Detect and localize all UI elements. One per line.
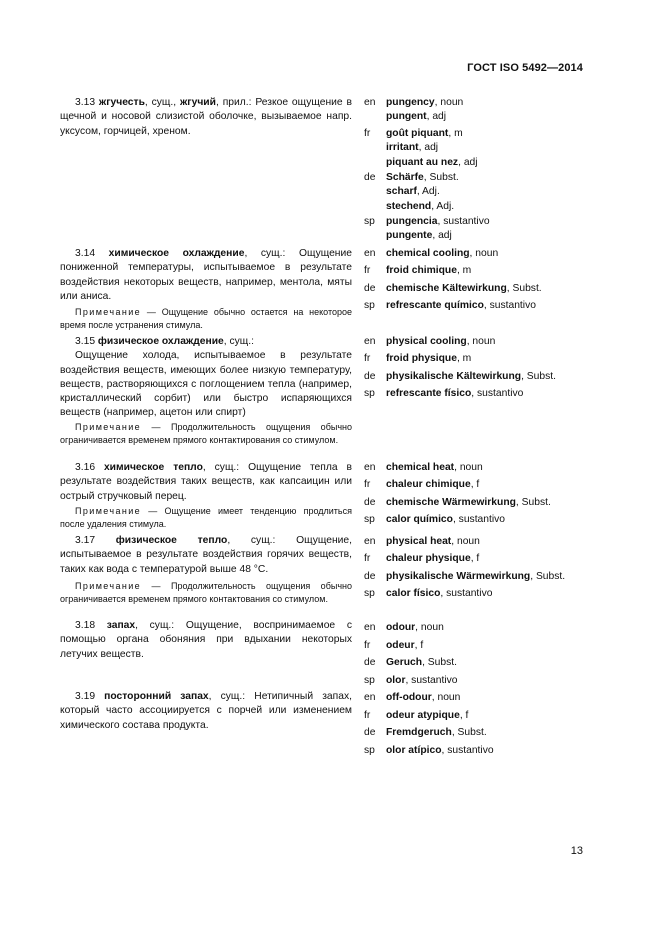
language-code: en (364, 622, 376, 633)
language-code: en (364, 97, 376, 108)
entry-number: 3.17 (75, 535, 96, 546)
language-code: fr (364, 710, 371, 721)
translation-de (364, 282, 542, 296)
note-label: Примечание (75, 307, 142, 317)
entry-number: 3.13 (75, 97, 96, 108)
translation-term: pungente, adj (386, 230, 452, 242)
language-code: sp (364, 388, 375, 399)
entry-3-15: 3.15 физическое охлаждение, сущ.: Ощущение холода, испытываемое в результате воздействия веществ, имеющих более низкую температуру, веществ, растворяющихся с поглощением тепла (например, кристаллический сорбит) или быстро испаряющихся веществ (например, ацетон или спирт) (60, 335, 352, 421)
translation-term: chemical cooling, noun (386, 248, 499, 259)
translation-term: physical heat, noun (386, 536, 480, 547)
entry-number: 3.15 (75, 336, 96, 347)
entry-term: запах (106, 620, 136, 631)
translation-sp (364, 299, 536, 313)
translation-en (364, 535, 480, 549)
entry-definition: Ощущение тепла в результате воздействия таких веществ, как капсаицин или острый стручковый перец. (60, 462, 352, 502)
translation-term: Geruch, Subst. (386, 657, 457, 668)
translation-de (364, 370, 556, 384)
entry-definition: Ощущение, воспринимаемое с помощью органа обоняния при вдыхании некоторых летучих веществ. (60, 620, 352, 660)
note-3-16: Примечание — Ощущение имеет тенденцию продлиться после удаления стимула. (60, 506, 352, 529)
translation-term: chemische Wärmewirkung, Subst. (386, 497, 551, 508)
translation-term: pungencia, sustantivo (386, 216, 490, 227)
translation-term: stechend, Adj. (386, 200, 455, 212)
translation-fr (364, 478, 479, 492)
entry-3-17: 3.17 физическое тепло, сущ.: Ощущение, испытываемое в результате воздействия горячих веществ, таких как вода с температурой выше 48 °С. (60, 535, 352, 575)
language-code: fr (364, 128, 371, 139)
translation-fr (364, 264, 471, 278)
entry-term: физическое охлаждение (97, 336, 224, 347)
entry-3-13: 3.13 жгучесть, сущ., жгучий, прил.: Резкое ощущение в щечной и носовой слизистой оболочке, вызываемое напр. уксусом, горчицей, хреном. (60, 97, 352, 137)
translation-term: froid chimique, m (386, 265, 472, 276)
note-text: Ощущение имеет тенденцию продлиться после удаления стимула. (60, 506, 352, 529)
language-code: de (364, 727, 376, 738)
language-code: sp (364, 216, 375, 227)
translation-term: odeur, f (386, 640, 424, 651)
note-3-15: Примечание — Продолжительность ощущения обычно ограничивается временем прямого контактирования со стимулом. (60, 422, 352, 445)
translation-term: chaleur chimique, f (386, 479, 480, 490)
entry-term-adj: жгучий (180, 97, 216, 108)
translation-de (364, 570, 565, 584)
translation-term: irritant, adj (386, 142, 439, 154)
entry-definition: Ощущение пониженной температуры, испытываемое в результате воздействия некоторых веществ, например, ментола, мяты или аниса. (60, 248, 352, 302)
translation-sp (364, 215, 490, 244)
translation-en (364, 461, 483, 475)
translation-term: olor atípico, sustantivo (386, 745, 494, 756)
translation-term: calor físico, sustantivo (386, 588, 493, 599)
translation-term: Fremdgeruch, Subst. (386, 727, 487, 738)
note-text: Продолжительность ощущения обычно ограничивается временем прямого контактования со стимулом. (60, 581, 352, 604)
document-header: ГОСТ ISO 5492—2014 (467, 62, 583, 74)
translation-term: goût piquant, m (386, 128, 463, 139)
entry-term: химическое тепло (103, 462, 203, 473)
translation-term: physikalische Wärmewirkung, Subst. (386, 571, 566, 582)
translation-term: physical cooling, noun (386, 336, 496, 347)
translation-term: chemical heat, noun (386, 462, 483, 473)
translation-fr (364, 352, 471, 366)
language-code: fr (364, 553, 371, 564)
translation-term: piquant au nez, adj (386, 156, 478, 168)
translation-term: pungency, noun (386, 97, 464, 108)
language-code: de (364, 172, 376, 183)
entry-definition: Резкое ощущение в щечной и носовой слизистой оболочке, вызываемое напр. уксусом, горчицей, хреном. (60, 97, 352, 137)
translation-sp (364, 387, 523, 401)
entry-term: жгучесть (98, 97, 145, 108)
language-code: sp (364, 300, 375, 311)
translation-en (364, 691, 460, 705)
language-code: fr (364, 265, 371, 276)
entry-number: 3.16 (75, 462, 96, 473)
note-3-17: Примечание — Продолжительность ощущения обычно ограничивается временем прямого контактования со стимулом. (60, 581, 352, 604)
entry-number: 3.18 (75, 620, 96, 631)
language-code: sp (364, 514, 375, 525)
note-text: Продолжительность ощущения обычно ограничивается временем прямого контактирования со стимулом. (60, 422, 352, 445)
translation-de (364, 656, 457, 670)
translation-sp (364, 587, 492, 601)
language-code: en (364, 462, 376, 473)
language-code: fr (364, 479, 371, 490)
translation-sp (364, 513, 505, 527)
translation-term: olor, sustantivo (386, 675, 458, 686)
entry-definition: Ощущение холода, испытываемое в результате воздействия веществ, имеющих более низкую температуру, веществ, растворяющихся с поглощением тепла (например, кристаллический сорбит) или быстро испаряющихся веществ (например, ацетон или спирт) (60, 350, 352, 419)
language-code: de (364, 497, 376, 508)
language-code: sp (364, 745, 375, 756)
language-code: de (364, 571, 376, 582)
translation-fr (364, 639, 423, 653)
language-code: de (364, 371, 376, 382)
language-code: en (364, 336, 376, 347)
translation-sp (364, 744, 494, 758)
translation-en (364, 621, 444, 635)
translation-term: Schärfe, Subst. (386, 172, 459, 183)
translation-de (364, 726, 487, 740)
entry-3-18: 3.18 запах, сущ.: Ощущение, воспринимаемое с помощью органа обоняния при вдыхании некоторых летучих веществ. (60, 620, 352, 660)
translation-term: refrescante químico, sustantivo (386, 300, 536, 311)
note-label: Примечание (75, 581, 142, 591)
translation-term: physikalische Kältewirkung, Subst. (386, 371, 556, 382)
language-code: en (364, 692, 376, 703)
translation-term: froid physique, m (386, 353, 472, 364)
entry-term: физическое тепло (115, 535, 228, 546)
note-text: Ощущение обычно остается на некоторое время после устранения стимула. (60, 307, 352, 330)
entry-number: 3.19 (75, 691, 96, 702)
entry-term: химическое охлаждение (108, 248, 245, 259)
note-label: Примечание (75, 506, 142, 516)
translation-term: chaleur physique, f (386, 553, 480, 564)
entry-3-19: 3.19 посторонний запах, сущ.: Нетипичный запах, который часто ассоциируется с порчей или изменением химического состава продукта. (60, 691, 352, 731)
note-label: Примечание (75, 422, 142, 432)
language-code: sp (364, 588, 375, 599)
translation-fr (364, 709, 468, 723)
language-code: en (364, 536, 376, 547)
translation-term: pungent, adj (386, 111, 447, 123)
entry-definition: Нетипичный запах, который часто ассоциируется с порчей или изменением химического состава продукта. (60, 691, 352, 731)
translation-term: chemische Kältewirkung, Subst. (386, 283, 542, 294)
translation-term: scharf, Adj. (386, 186, 440, 198)
language-code: en (364, 248, 376, 259)
translation-term: calor químico, sustantivo (386, 514, 506, 525)
language-code: de (364, 283, 376, 294)
entry-3-14: 3.14 химическое охлаждение, сущ.: Ощущение пониженной температуры, испытываемое в результате воздействия некоторых веществ, например, ментола, мяты или аниса. (60, 248, 352, 302)
entry-3-16: 3.16 химическое тепло, сущ.: Ощущение тепла в результате воздействия таких веществ, как капсаицин или острый стручковый перец. (60, 462, 352, 502)
language-code: fr (364, 640, 371, 651)
language-code: sp (364, 675, 375, 686)
translation-de (364, 171, 459, 214)
entry-number: 3.14 (75, 248, 96, 259)
translation-de (364, 496, 551, 510)
translation-fr (364, 552, 479, 566)
translation-en (364, 335, 495, 349)
translation-en (364, 96, 463, 125)
language-code: fr (364, 353, 371, 364)
translation-term: refrescante físico, sustantivo (386, 388, 524, 399)
translation-fr (364, 127, 478, 170)
note-3-14: Примечание — Ощущение обычно остается на некоторое время после устранения стимула. (60, 307, 352, 330)
translation-sp (364, 674, 458, 688)
language-code: de (364, 657, 376, 668)
translation-en (364, 247, 498, 261)
translation-term: off-odour, noun (386, 692, 461, 703)
entry-definition: Ощущение, испытываемое в результате воздействия горячих веществ, таких как вода с температурой выше 48 °С. (60, 535, 352, 575)
translation-term: odeur atypique, f (386, 710, 469, 721)
entry-term: посторонний запах (104, 691, 209, 702)
page-number: 13 (570, 845, 583, 857)
translation-term: odour, noun (386, 622, 444, 633)
